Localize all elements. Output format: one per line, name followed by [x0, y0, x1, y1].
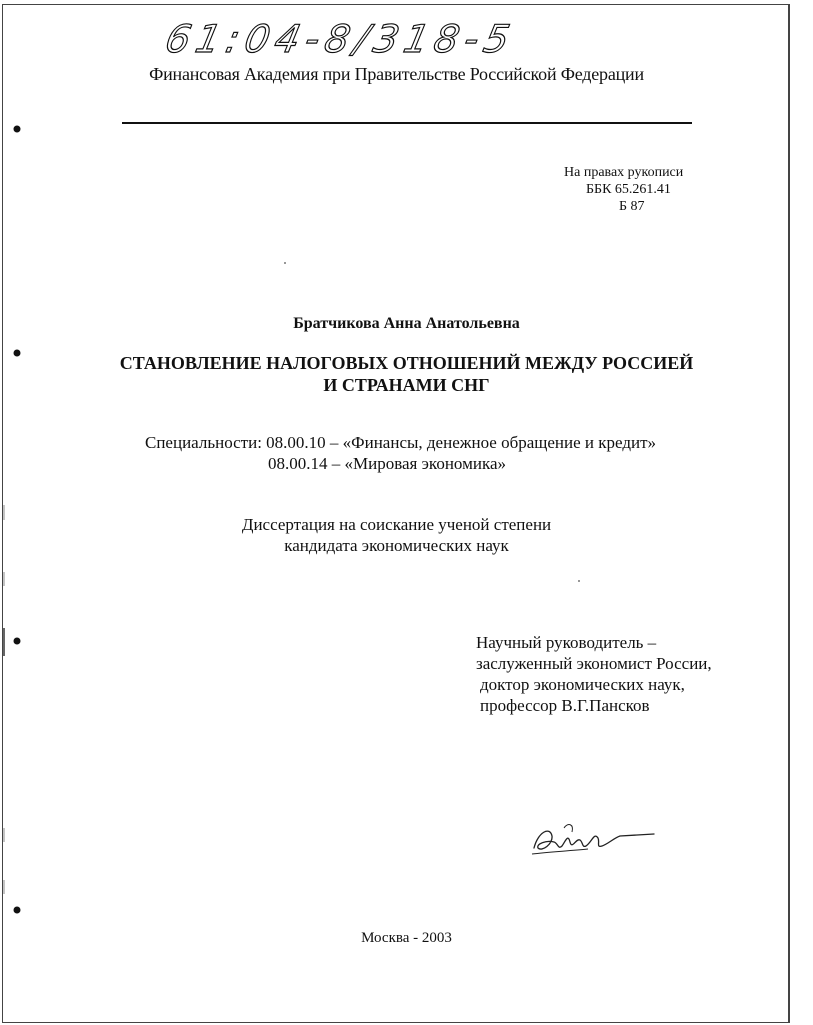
specialty-line: 08.00.14 – «Мировая экономика» [268, 454, 506, 473]
supervisor-line: заслуженный экономист России, [476, 654, 712, 673]
punch-hole-mark [14, 126, 21, 133]
supervisor-line: доктор экономических наук, [480, 675, 685, 694]
degree-line: кандидата экономических наук [284, 536, 509, 555]
punch-hole-mark [14, 907, 21, 914]
specialties [145, 432, 656, 474]
supervisor-line: Научный руководитель – [476, 633, 657, 652]
handwritten-code-text: 61:04-8/318-5 [161, 17, 520, 62]
handwritten-signature [528, 818, 656, 862]
dissertation-title [0, 352, 813, 396]
degree-statement [0, 514, 793, 556]
title-line: И СТРАНАМИ СНГ [323, 375, 490, 395]
header-rule [122, 122, 692, 124]
author-index: Б 87 [619, 199, 645, 214]
supervisor-block [476, 632, 712, 716]
specialty-line: Специальности: 08.00.10 – «Финансы, денежное обращение и кредит» [145, 433, 657, 452]
scan-edge-marks [0, 0, 40, 1025]
scan-speck [284, 262, 286, 264]
scan-speck [578, 580, 580, 582]
degree-line: Диссертация на соискание ученой степени [241, 515, 552, 534]
handwritten-archive-code [161, 12, 520, 62]
punch-hole-mark [14, 638, 21, 645]
rights-block [560, 164, 710, 215]
bbk-code: ББК 65.261.41 [586, 182, 671, 197]
institution-name: Финансовая Академия при Правительстве Российской Федерации [149, 64, 644, 84]
supervisor-line: профессор В.Г.Пансков [480, 696, 650, 715]
title-line: СТАНОВЛЕНИЕ НАЛОГОВЫХ ОТНОШЕНИЙ МЕЖДУ РОССИЕЙ [119, 353, 694, 373]
author-name: Братчикова Анна Анатольевна [293, 315, 520, 332]
city-year: Москва - 2003 [361, 930, 452, 946]
manuscript-rights: На правах рукописи [564, 165, 684, 180]
